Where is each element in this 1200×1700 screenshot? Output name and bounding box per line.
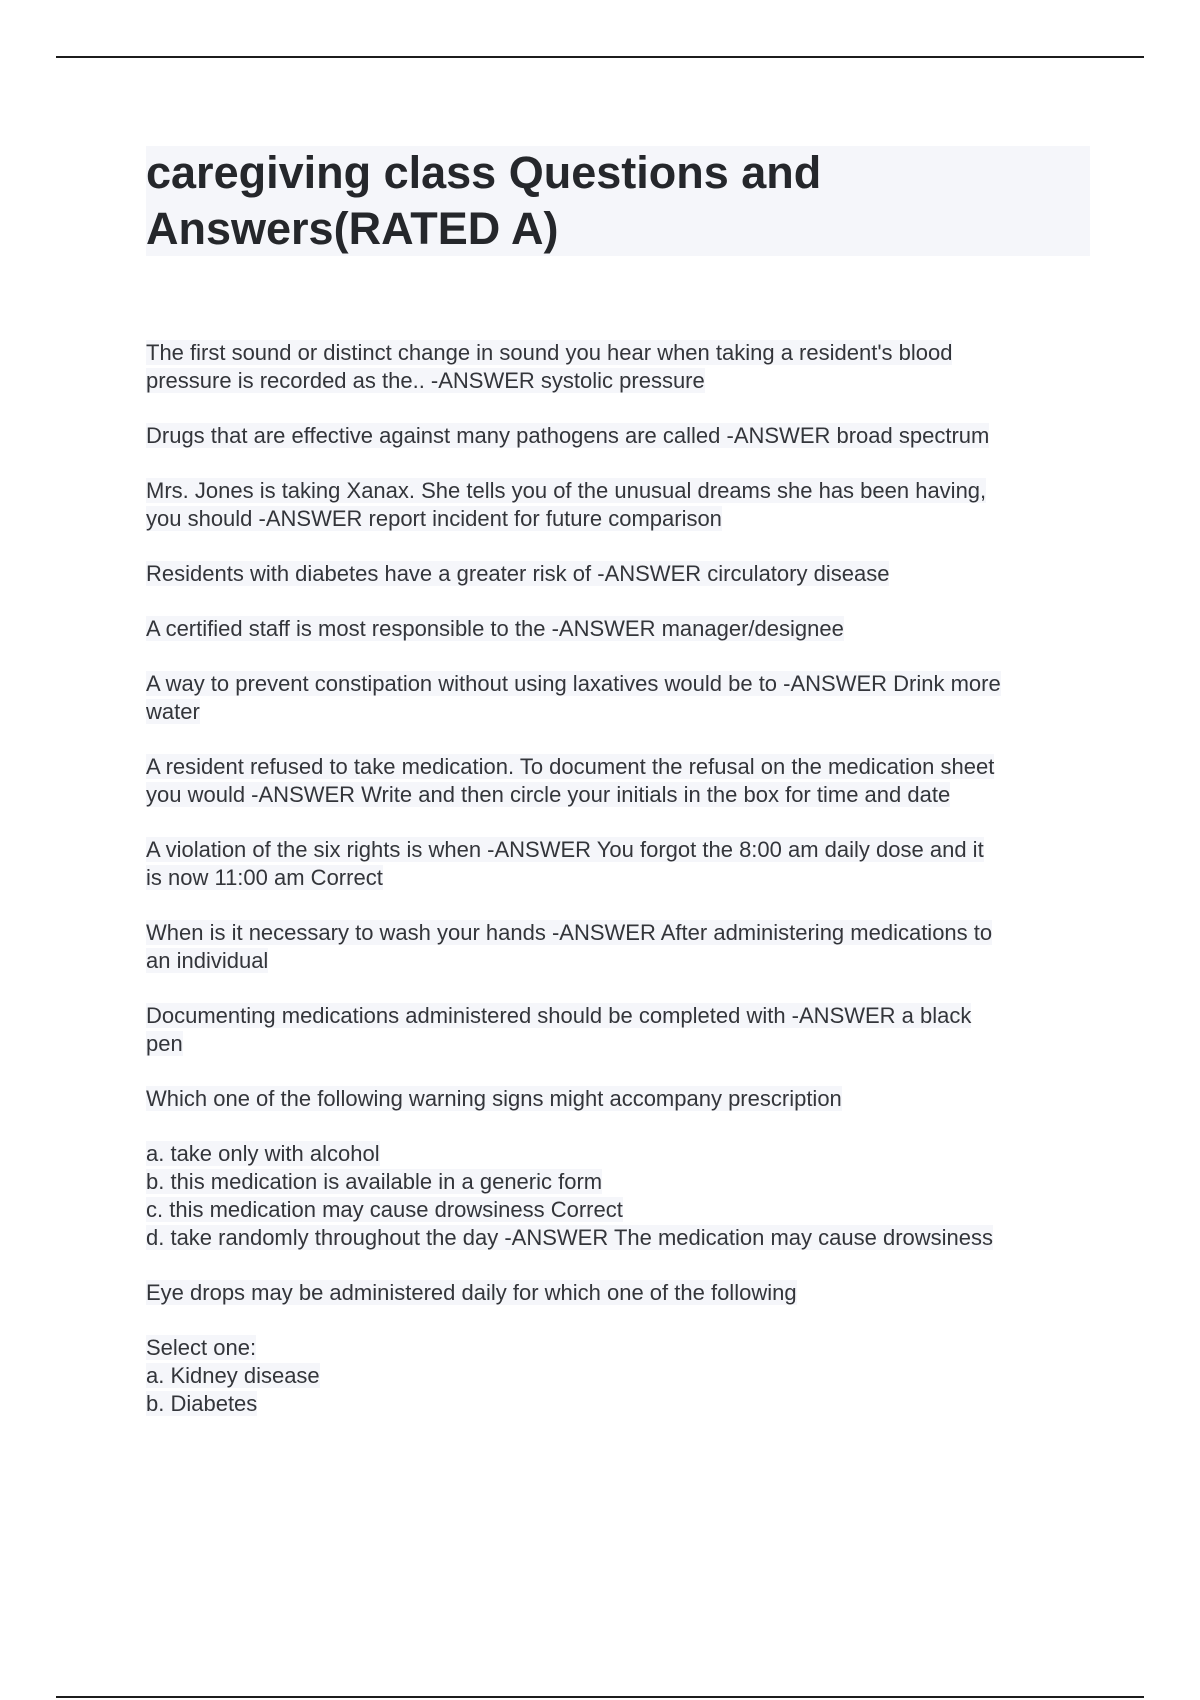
- text-line: Drugs that are effective against many pathogens are called -ANSWER broad spectrum: [146, 423, 990, 448]
- qa-item: [146, 670, 1090, 726]
- option-line: a. take only with alcohol: [146, 1141, 380, 1166]
- title-block: [146, 146, 1090, 256]
- text-line: Residents with diabetes have a greater risk of -ANSWER circulatory disease: [146, 561, 890, 586]
- option-line: d. take randomly throughout the day -ANSWER The medication may cause drowsiness: [146, 1225, 993, 1250]
- qa-item: [146, 339, 1090, 395]
- option-line: Select one:: [146, 1335, 257, 1360]
- text-line: A violation of the six rights is when -ANSWER You forgot the 8:00 am daily dose and it: [146, 837, 984, 862]
- qa-item: [146, 753, 1090, 809]
- qa-options: [146, 1140, 1090, 1252]
- text-line: Documenting medications administered should be completed with -ANSWER a black: [146, 1003, 972, 1028]
- text-line: pressure is recorded as the.. -ANSWER systolic pressure: [146, 368, 705, 393]
- text-line: you should -ANSWER report incident for future comparison: [146, 506, 722, 531]
- text-line: water: [146, 699, 200, 724]
- option-line: b. this medication is available in a generic form: [146, 1169, 603, 1194]
- text-line: Mrs. Jones is taking Xanax. She tells you of the unusual dreams she has been having,: [146, 478, 987, 503]
- option-line: a. Kidney disease: [146, 1363, 320, 1388]
- text-line: Eye drops may be administered daily for which one of the following: [146, 1280, 797, 1305]
- qa-item: [146, 1085, 1090, 1113]
- text-line: The first sound or distinct change in sound you hear when taking a resident's blood: [146, 340, 953, 365]
- qa-item: [146, 560, 1090, 588]
- text-line: When is it necessary to wash your hands -ANSWER After administering medications to: [146, 920, 993, 945]
- text-line: A resident refused to take medication. To document the refusal on the medication sheet: [146, 754, 995, 779]
- header-rule: [56, 56, 1144, 58]
- qa-item: [146, 919, 1090, 975]
- text-line: pen: [146, 1031, 183, 1056]
- text-line: you would -ANSWER Write and then circle your initials in the box for time and date: [146, 782, 951, 807]
- text-line: is now 11:00 am Correct: [146, 865, 383, 890]
- option-line: b. Diabetes: [146, 1391, 258, 1416]
- option-line: c. this medication may cause drowsiness Correct: [146, 1197, 623, 1222]
- title-line: Answers(RATED A): [146, 203, 559, 254]
- qa-options: [146, 1334, 1090, 1418]
- title-line: caregiving class Questions and: [146, 147, 822, 198]
- qa-item: [146, 615, 1090, 643]
- qa-item: [146, 477, 1090, 533]
- qa-item: [146, 1002, 1090, 1058]
- page-title: [146, 145, 1090, 257]
- qa-item: [146, 422, 1090, 450]
- qa-item: [146, 836, 1090, 892]
- qa-content: [146, 339, 1090, 1445]
- qa-item: [146, 1279, 1090, 1307]
- text-line: an individual: [146, 948, 269, 973]
- text-line: Which one of the following warning signs might accompany prescription: [146, 1086, 842, 1111]
- footer-rule: [56, 1696, 1144, 1698]
- text-line: A certified staff is most responsible to the -ANSWER manager/designee: [146, 616, 844, 641]
- text-line: A way to prevent constipation without using laxatives would be to -ANSWER Drink more: [146, 671, 1001, 696]
